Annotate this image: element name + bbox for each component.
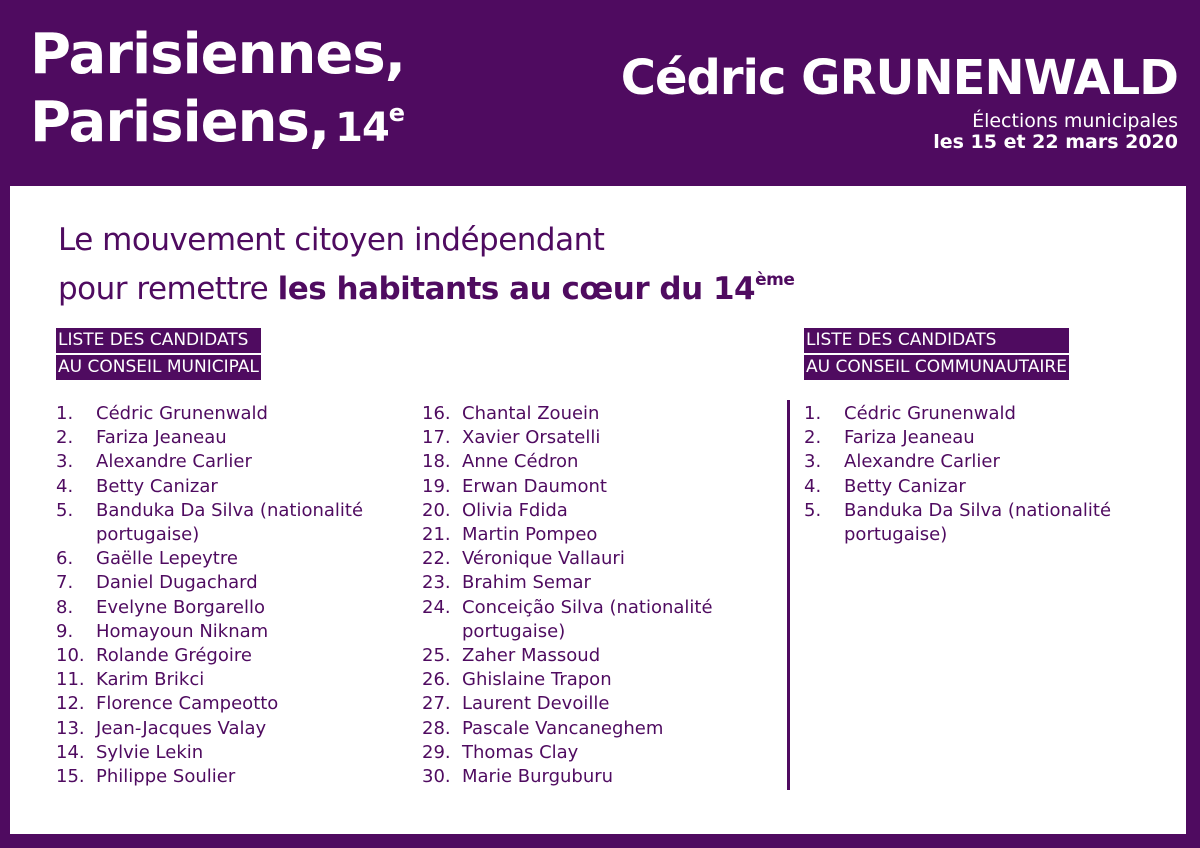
candidate-item: [56, 692, 410, 716]
candidate-number: 16.: [422, 403, 451, 424]
candidate-number: 15.: [56, 766, 85, 788]
candidate-name-item: Banduka Da Silva (nationalité portugaise): [844, 499, 1112, 546]
candidate-name-item: Alexandre Carlier: [96, 451, 252, 473]
candidate-name-item: Xavier Orsatelli: [462, 427, 601, 449]
candidate-item: [56, 571, 410, 595]
candidate-item: [422, 644, 768, 668]
candidate-name-item: Cédric Grunenwald: [96, 403, 268, 424]
candidate-number: 9.: [56, 620, 74, 642]
candidate-name-item: Brahim Semar: [462, 572, 591, 594]
communautaire-heading-line2: AU CONSEIL COMMUNAUTAIRE: [804, 355, 1069, 380]
candidate-item: [56, 765, 410, 789]
tagline-line1: Le mouvement citoyen indépendant: [58, 222, 605, 258]
candidate-item: [422, 547, 768, 571]
candidate-number: 18.: [422, 451, 451, 473]
candidate-number: 28.: [422, 717, 451, 739]
candidate-name-item: Anne Cédron: [462, 451, 579, 473]
candidate-name-item: Florence Campeotto: [96, 693, 279, 715]
candidate-number: 23.: [422, 572, 451, 594]
candidate-name-item: Ghislaine Trapon: [462, 669, 612, 691]
candidate-number: 14.: [56, 741, 85, 763]
candidate-name-item: Rolande Grégoire: [96, 645, 252, 667]
candidate-number: 4.: [804, 475, 822, 497]
candidate-item: [804, 475, 1168, 499]
city-title-line1: Parisiennes,: [30, 22, 405, 87]
candidate-number: 7.: [56, 572, 74, 594]
tagline: [58, 220, 794, 309]
candidate-item: [56, 644, 410, 668]
candidate-number: 29.: [422, 741, 451, 763]
candidate-name-item: Olivia Fdida: [462, 499, 568, 521]
candidate-number: 20.: [422, 499, 451, 521]
candidate-name-item: Gaëlle Lepeytre: [96, 548, 238, 570]
city-title-line2: [30, 84, 405, 157]
communautaire-list: [804, 402, 1168, 547]
municipal-list-heading: [56, 328, 261, 382]
candidate-number: 1.: [804, 403, 822, 424]
candidate-item: [422, 571, 768, 595]
candidate-item: [804, 499, 1168, 547]
candidate-name-item: Karim Brikci: [96, 669, 205, 691]
city-title-line2-text: Parisiens,: [30, 90, 330, 155]
candidate-item: [422, 596, 768, 644]
candidate-name-item: Marie Burguburu: [462, 766, 614, 788]
candidate-item: [56, 596, 410, 620]
candidate-item: [56, 547, 410, 571]
candidate-name-item: Betty Canizar: [96, 475, 218, 497]
candidate-number: 5.: [804, 499, 822, 521]
candidate-number: 12.: [56, 693, 85, 715]
content-card: [10, 186, 1186, 834]
candidate-number: 13.: [56, 717, 85, 739]
candidate-name: Cédric GRUNENWALD: [620, 50, 1178, 106]
tagline-line2-plain: pour remettre: [58, 271, 278, 307]
candidate-number: 2.: [804, 427, 822, 449]
header-banner: [0, 0, 1200, 186]
candidate-number: 21.: [422, 524, 451, 546]
candidate-item: [804, 450, 1168, 474]
arrondissement: [335, 99, 405, 151]
candidate-name-item: Thomas Clay: [462, 741, 579, 763]
candidate-name-item: Alexandre Carlier: [844, 451, 1000, 473]
candidate-number: 30.: [422, 766, 451, 788]
arrondissement-number: 14: [335, 105, 389, 151]
candidate-item: [56, 668, 410, 692]
candidate-item: [422, 402, 768, 426]
candidate-number: 11.: [56, 669, 85, 691]
candidate-number: 17.: [422, 427, 451, 449]
tagline-line2-sup: ème: [755, 270, 795, 290]
candidate-number: 3.: [804, 451, 822, 473]
election-info: [933, 111, 1178, 153]
candidate-item: [804, 402, 1168, 426]
candidate-name-item: Banduka Da Silva (nationalité portugaise): [96, 499, 364, 546]
candidate-number: 5.: [56, 499, 74, 521]
column-divider: [787, 400, 790, 790]
candidate-number: 6.: [56, 548, 74, 570]
candidate-number: 24.: [422, 596, 451, 618]
candidate-name-item: Sylvie Lekin: [96, 741, 204, 763]
candidate-item: [56, 620, 410, 644]
election-dates: les 15 et 22 mars 2020: [933, 131, 1178, 153]
candidate-number: 27.: [422, 693, 451, 715]
municipal-list-column-1: [56, 402, 410, 789]
candidate-number: 8.: [56, 596, 74, 618]
communautaire-heading-line1: LISTE DES CANDIDATS: [804, 328, 1069, 353]
election-type: Élections municipales: [972, 110, 1178, 132]
candidate-item: [422, 426, 768, 450]
municipal-list-column-2: [422, 402, 768, 789]
municipal-heading-line2: AU CONSEIL MUNICIPAL: [56, 355, 261, 380]
candidate-item: [56, 741, 410, 765]
candidate-number: 19.: [422, 475, 451, 497]
candidate-name-item: Laurent Devoille: [462, 693, 610, 715]
candidate-number: 10.: [56, 645, 85, 667]
tagline-line2-bold: les habitants au cœur du 14: [277, 271, 756, 307]
candidate-item: [804, 426, 1168, 450]
candidate-name-item: Zaher Massoud: [462, 645, 601, 667]
candidate-item: [422, 717, 768, 741]
arrondissement-suffix: e: [388, 99, 405, 127]
candidate-number: 3.: [56, 451, 74, 473]
candidate-number: 1.: [56, 403, 74, 424]
candidate-name-item: Véronique Vallauri: [462, 548, 625, 570]
candidate-item: [422, 692, 768, 716]
candidate-item: [422, 475, 768, 499]
city-title: [30, 22, 405, 157]
communautaire-list-heading: [804, 328, 1069, 382]
candidate-item: [422, 499, 768, 523]
candidate-number: 22.: [422, 548, 451, 570]
candidate-item: [422, 523, 768, 547]
candidate-item: [56, 475, 410, 499]
candidate-name-item: Philippe Soulier: [96, 766, 236, 788]
municipal-heading-line1: LISTE DES CANDIDATS: [56, 328, 261, 353]
candidate-name-item: Fariza Jeaneau: [96, 427, 227, 449]
candidate-name-item: Betty Canizar: [844, 475, 966, 497]
candidate-name-item: Chantal Zouein: [462, 403, 600, 424]
candidate-name-item: Daniel Dugachard: [96, 572, 258, 594]
candidate-item: [422, 741, 768, 765]
candidate-name-item: Fariza Jeaneau: [844, 427, 975, 449]
candidate-item: [56, 426, 410, 450]
candidate-number: 25.: [422, 645, 451, 667]
candidate-name-item: Cédric Grunenwald: [844, 403, 1016, 424]
candidate-name-item: Conceição Silva (nationalité portugaise): [462, 596, 713, 642]
candidate-number: 2.: [56, 427, 74, 449]
candidate-item: [56, 450, 410, 474]
candidate-name-item: Pascale Vancaneghem: [462, 717, 664, 739]
candidate-item: [56, 402, 410, 426]
candidate-item: [422, 765, 768, 789]
candidate-item: [56, 499, 410, 547]
candidate-name-item: Erwan Daumont: [462, 475, 607, 497]
candidate-item: [422, 668, 768, 692]
candidate-name-item: Jean-Jacques Valay: [96, 717, 267, 739]
candidate-item: [422, 450, 768, 474]
candidate-number: 26.: [422, 669, 451, 691]
candidate-number: 4.: [56, 475, 74, 497]
candidate-item: [56, 717, 410, 741]
candidate-name-item: Martin Pompeo: [462, 524, 598, 546]
candidate-name-item: Homayoun Niknam: [96, 620, 269, 642]
candidate-name-item: Evelyne Borgarello: [96, 596, 265, 618]
